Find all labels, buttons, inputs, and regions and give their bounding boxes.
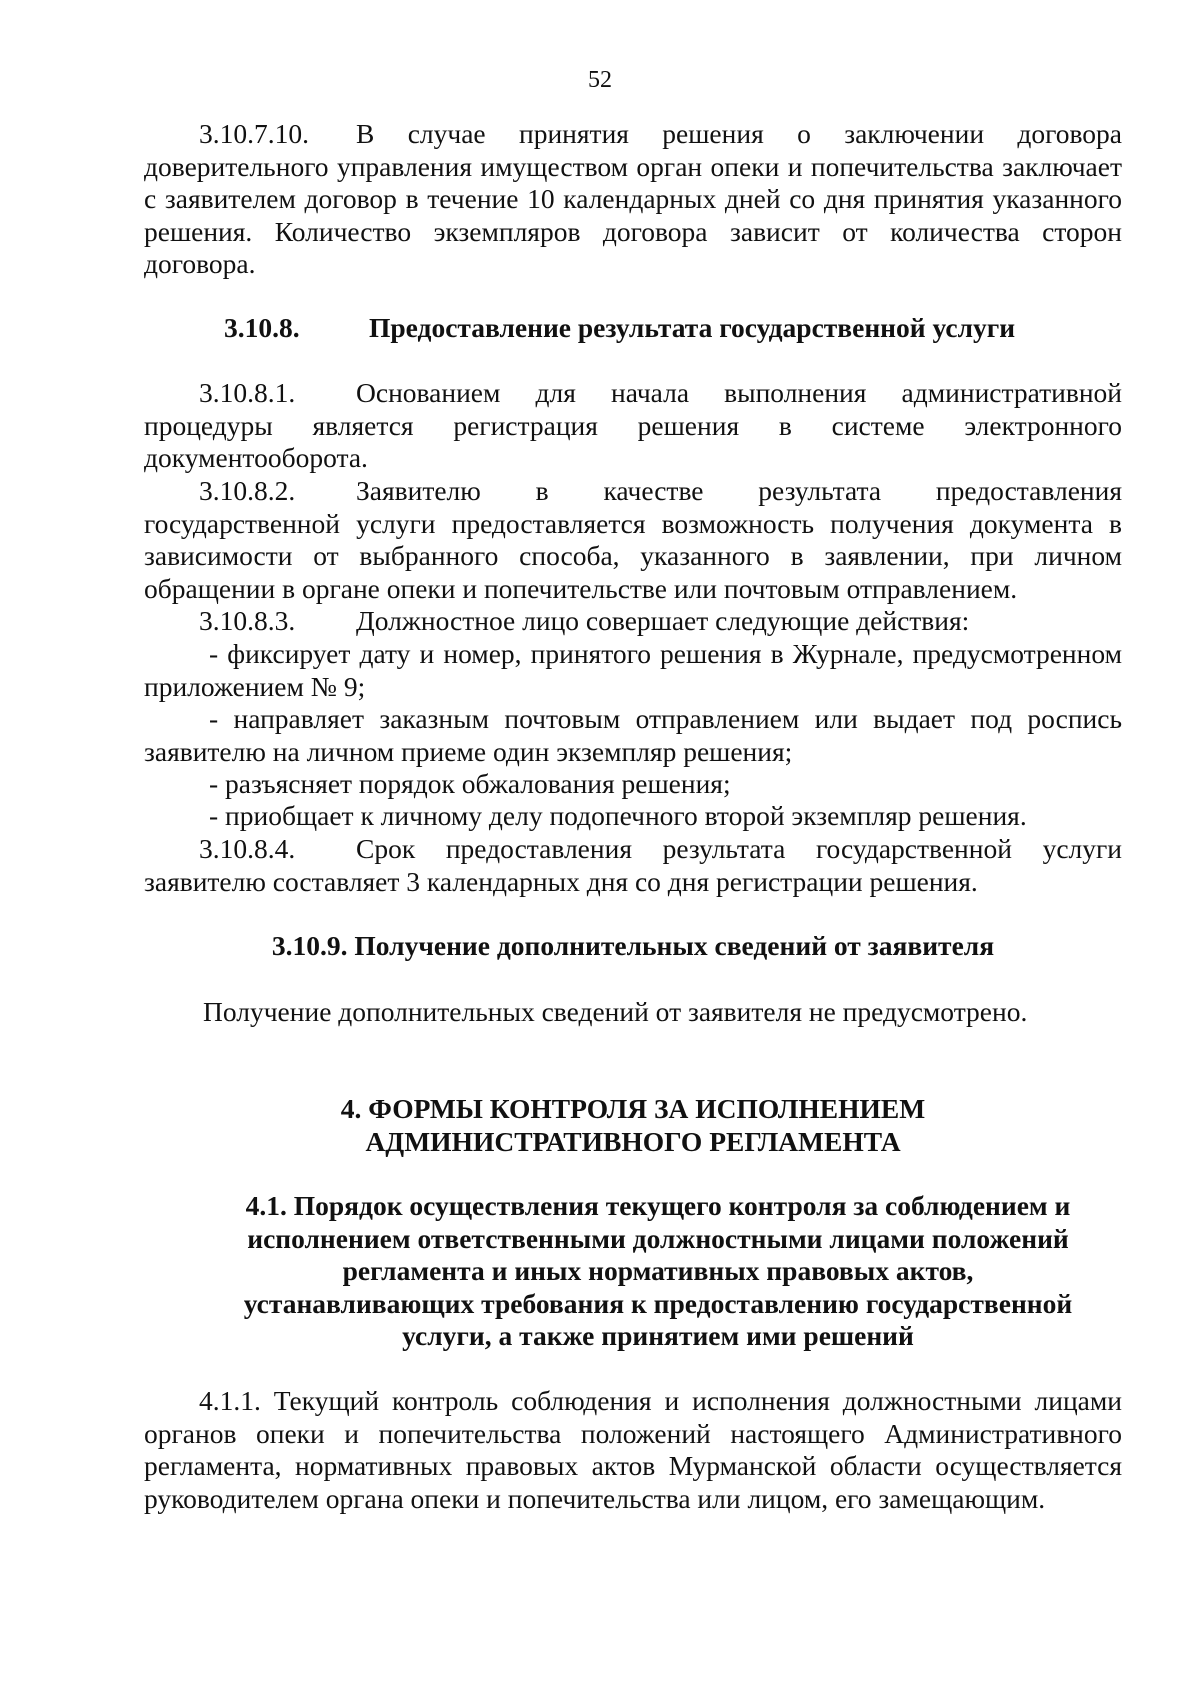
section-heading-line: 4.1. Порядок осуществления текущего контроля за соблюдением и bbox=[245, 1190, 1071, 1221]
list-item: - направляет заказным почтовым отправлением или выдает под роспись заявителю на личном приеме один экземпляр решения; bbox=[144, 703, 1122, 767]
page-number: 52 bbox=[588, 67, 612, 93]
section-heading-line: услуги, а также принятием ими решений bbox=[402, 1320, 914, 1351]
section-title: Предоставление результата государственной услуги bbox=[369, 312, 1016, 343]
paragraph-3-10-9: Получение дополнительных сведений от заявителя не предусмотрено. bbox=[203, 996, 1028, 1027]
paragraph-text: Основанием для начала выполнения административной процедуры является регистрация решения в системе электронного документооборота. bbox=[144, 377, 1122, 473]
paragraph-3-10-8-4 bbox=[144, 833, 1122, 898]
paragraph-text: Должностное лицо совершает следующие действия: bbox=[356, 605, 970, 636]
paragraph-text: В случае принятия решения о заключении договора доверительного управления имуществом орган опеки и попечительства заключает с заявителем договор в течение 10 календарных дней со дня принятия указанного решения. Количество экземпляров договора зависит от количества сторон договора. bbox=[144, 118, 1122, 279]
paragraph-number: 3.10.8.4. bbox=[199, 833, 296, 864]
section-heading-line: исполнением ответственными должностными лицами положений bbox=[247, 1222, 1069, 1254]
paragraph-4-1-1: 4.1.1. Текущий контроль соблюдения и исполнения должностными лицами органов опеки и попечительства положений настоящего Административного регламента, нормативных правовых актов Мурманской области осуществляется руководителем органа опеки и попечительства или лицом, его замещающим. bbox=[144, 1385, 1122, 1514]
paragraph-number: 3.10.8.3. bbox=[199, 605, 296, 636]
section-heading-line: регламента и иных нормативных правовых актов, bbox=[342, 1255, 974, 1286]
section-heading-line: устанавливающих требования к предоставлению государственной bbox=[243, 1287, 1073, 1319]
paragraph-number: 3.10.8.1. bbox=[199, 377, 296, 408]
section-number: 3.10.8. bbox=[224, 312, 300, 343]
paragraph-number: 3.10.7.10. bbox=[199, 118, 309, 149]
section-heading-3-10-8 bbox=[224, 312, 1104, 345]
paragraph-3-10-7-10 bbox=[144, 118, 1122, 281]
section-heading-4-1 bbox=[190, 1190, 1126, 1353]
list-item: - фиксирует дату и номер, принятого решения в Журнале, предусмотренном приложением № 9; bbox=[144, 638, 1122, 702]
list-item: - приобщает к личному делу подопечного второй экземпляр решения. bbox=[209, 800, 1027, 831]
list-item: - разъясняет порядок обжалования решения; bbox=[209, 768, 731, 799]
paragraph-3-10-8-2 bbox=[144, 475, 1122, 605]
section-heading-3-10-9: 3.10.9. Получение дополнительных сведений от заявителя bbox=[271, 930, 995, 961]
paragraph-number: 3.10.8.2. bbox=[199, 475, 296, 506]
paragraph-3-10-8-1 bbox=[144, 377, 1122, 475]
chapter-heading-line: 4. ФОРМЫ КОНТРОЛЯ ЗА ИСПОЛНЕНИЕМ bbox=[340, 1093, 926, 1124]
chapter-heading-line: АДМИНИСТРАТИВНОГО РЕГЛАМЕНТА bbox=[365, 1125, 901, 1157]
chapter-heading-4 bbox=[144, 1093, 1122, 1158]
paragraph-text: Срок предоставления результата государственной услуги заявителю составляет 3 календарных дня со дня регистрации решения. bbox=[144, 833, 1122, 897]
paragraph-3-10-8-3 bbox=[144, 605, 1122, 638]
paragraph-text: Заявителю в качестве результата предоставления государственной услуги предоставляется возможность получения документа в зависимости от выбранного способа, указанного в заявлении, при личном обращении в органе опеки и попечительстве или почтовым отправлением. bbox=[144, 475, 1122, 604]
